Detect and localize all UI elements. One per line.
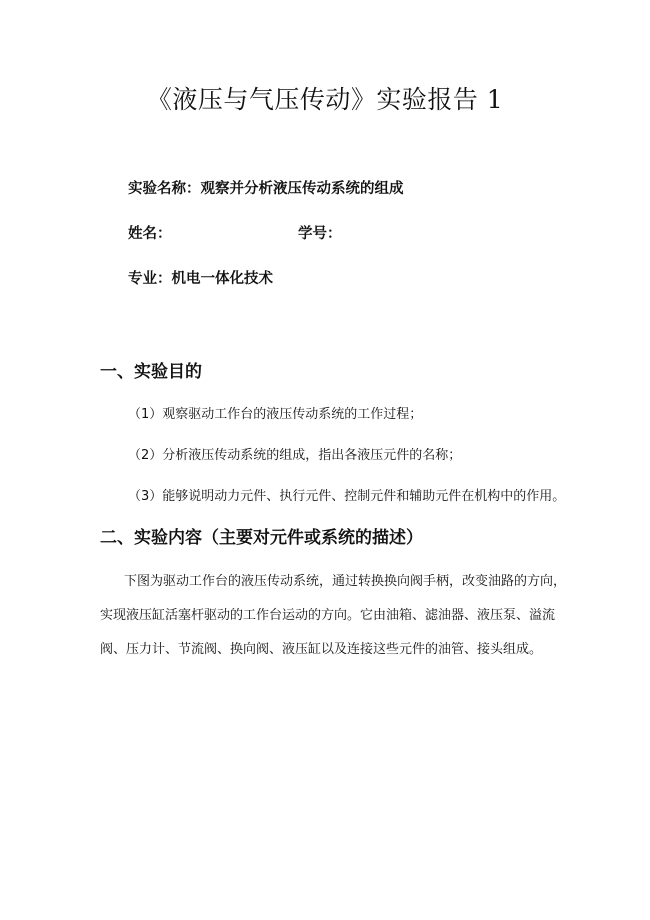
content-paragraph-line-3: 阀、压力计、节流阀、换向阀、液压缸以及连接这些元件的油管、接头组成。 bbox=[100, 642, 543, 657]
purpose-item-2: （2）分析液压传动系统的组成，指出各液压元件的名称； bbox=[128, 448, 462, 463]
student-id-label: 学号： bbox=[298, 226, 342, 242]
section-heading-content: 二、实验内容（主要对元件或系统的描述） bbox=[100, 528, 423, 548]
content-paragraph-line-2: 实现液压缸活塞杆驱动的工作台运动的方向。它由油箱、滤油器、液压泵、溢流 bbox=[100, 608, 556, 623]
section-heading-purpose: 一、实验目的 bbox=[100, 362, 202, 382]
purpose-item-3: （3）能够说明动力元件、执行元件、控制元件和辅助元件在机构中的作用。 bbox=[128, 489, 566, 504]
student-info-row bbox=[128, 222, 342, 243]
purpose-item-1: （1）观察驱动工作台的液压传动系统的工作过程； bbox=[128, 407, 423, 422]
content-paragraph-line-1: 下图为驱动工作台的液压传动系统，通过转换换向阀手柄，改变油路的方向， bbox=[124, 574, 567, 589]
major-label: 专业：机电一体化技术 bbox=[128, 271, 273, 287]
student-name-label: 姓名： bbox=[128, 226, 172, 242]
experiment-name: 实验名称：观察并分析液压传动系统的组成 bbox=[128, 181, 404, 197]
report-title: 《液压与气压传动》实验报告 1 bbox=[146, 85, 504, 114]
